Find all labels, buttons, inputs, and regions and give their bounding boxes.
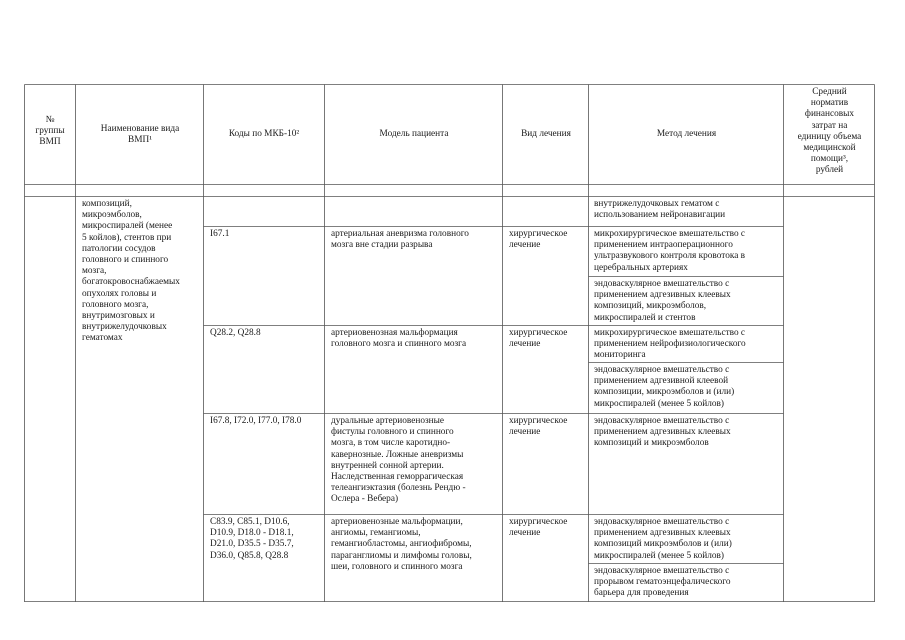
header-average-cost: Средний норматив финансовых затрат на единицу объема медицинской помощи³, рублей bbox=[797, 87, 862, 176]
row-4-method-1: эндоваскулярное вмешательство с применением адгезивных клеевых композиций микроэмболов и (или) микроспиралей (менее 5 койлов) bbox=[594, 517, 732, 561]
vmp-name-continuation: композиций, микроэмболов, микроспиралей (менее 5 койлов), стентов при патологии сосудов головного и спинного мозга, богатокровоснабжаемых опухолях головы и головного мозга, внутримозговых и внутрижелудочковых гематомах bbox=[82, 199, 180, 344]
row-2-type: хирургическое лечение bbox=[509, 328, 568, 350]
row-3-type: хирургическое лечение bbox=[509, 416, 568, 438]
row-2-method-2: эндоваскулярное вмешательство с применением адгезивной клеевой композиции, микроэмболов и (или) микроспиралей (менее 5 койлов) bbox=[594, 365, 735, 409]
method-continuation: внутрижелудочковых гематом с использованием нейронавигации bbox=[594, 199, 726, 221]
row-4-codes: C83.9, C85.1, D10.6, D10.9, D18.0 - D18.1, D21.0, D35.5 - D35.7, D36.0, Q85.8, Q28.8 bbox=[210, 517, 294, 561]
row-3-codes: I67.8, I72.0, I77.0, I78.0 bbox=[210, 416, 302, 426]
row-3-model: дуральные артериовенозные фистулы головного и спинного мозга, в том числе каротидно- кавернозные. Ложные аневризмы внутренней сонной артерии. Наследственная геморрагическая телеангиэктазия (болезнь Рендю - Ослера - Вебера) bbox=[331, 416, 466, 505]
row-1-type: хирургическое лечение bbox=[509, 229, 568, 251]
header-patient-model: Модель пациента bbox=[379, 129, 449, 139]
row-2-method-1: микрохирургическое вмешательство с применением нейрофизиологического мониторинга bbox=[594, 328, 746, 361]
header-vmp-name: Наименование вида ВМП¹ bbox=[100, 124, 180, 146]
row-2-codes: Q28.2, Q28.8 bbox=[210, 328, 261, 338]
row-4-type: хирургическое лечение bbox=[509, 517, 568, 539]
row-2-model: артериовенозная мальформация головного мозга и спинного мозга bbox=[331, 328, 467, 350]
header-icd-codes: Коды по МКБ-10² bbox=[228, 129, 300, 139]
header-treatment-type: Вид лечения bbox=[521, 129, 571, 139]
row-4-model: артериовенозные мальформации, ангиомы, гемангиомы, гемангиобластомы, ангиофибромы, параганглиомы и лимфомы головы, шеи, головного и спинного мозга bbox=[331, 517, 472, 572]
header-group-number: № группы ВМП bbox=[35, 115, 65, 148]
row-3-method-1: эндоваскулярное вмешательство с применением адгезивных клеевых композиций и микроэмболов bbox=[594, 416, 731, 449]
header-treatment-method: Метод лечения bbox=[656, 129, 717, 139]
row-1-method-1: микрохирургическое вмешательство с применением интраоперационного ультразвукового контроля кровотока в церебральных артериях bbox=[594, 229, 746, 273]
row-1-model: артериальная аневризма головного мозга вне стадии разрыва bbox=[331, 229, 469, 251]
row-1-method-2: эндоваскулярное вмешательство с применением адгезивных клеевых композиций, микроэмболов, микроспиралей и стентов bbox=[594, 279, 731, 323]
row-4-method-2: эндоваскулярное вмешательство с прорывом гематоэнцефалического барьера для проведения bbox=[594, 566, 731, 599]
row-1-codes: I67.1 bbox=[210, 229, 230, 239]
